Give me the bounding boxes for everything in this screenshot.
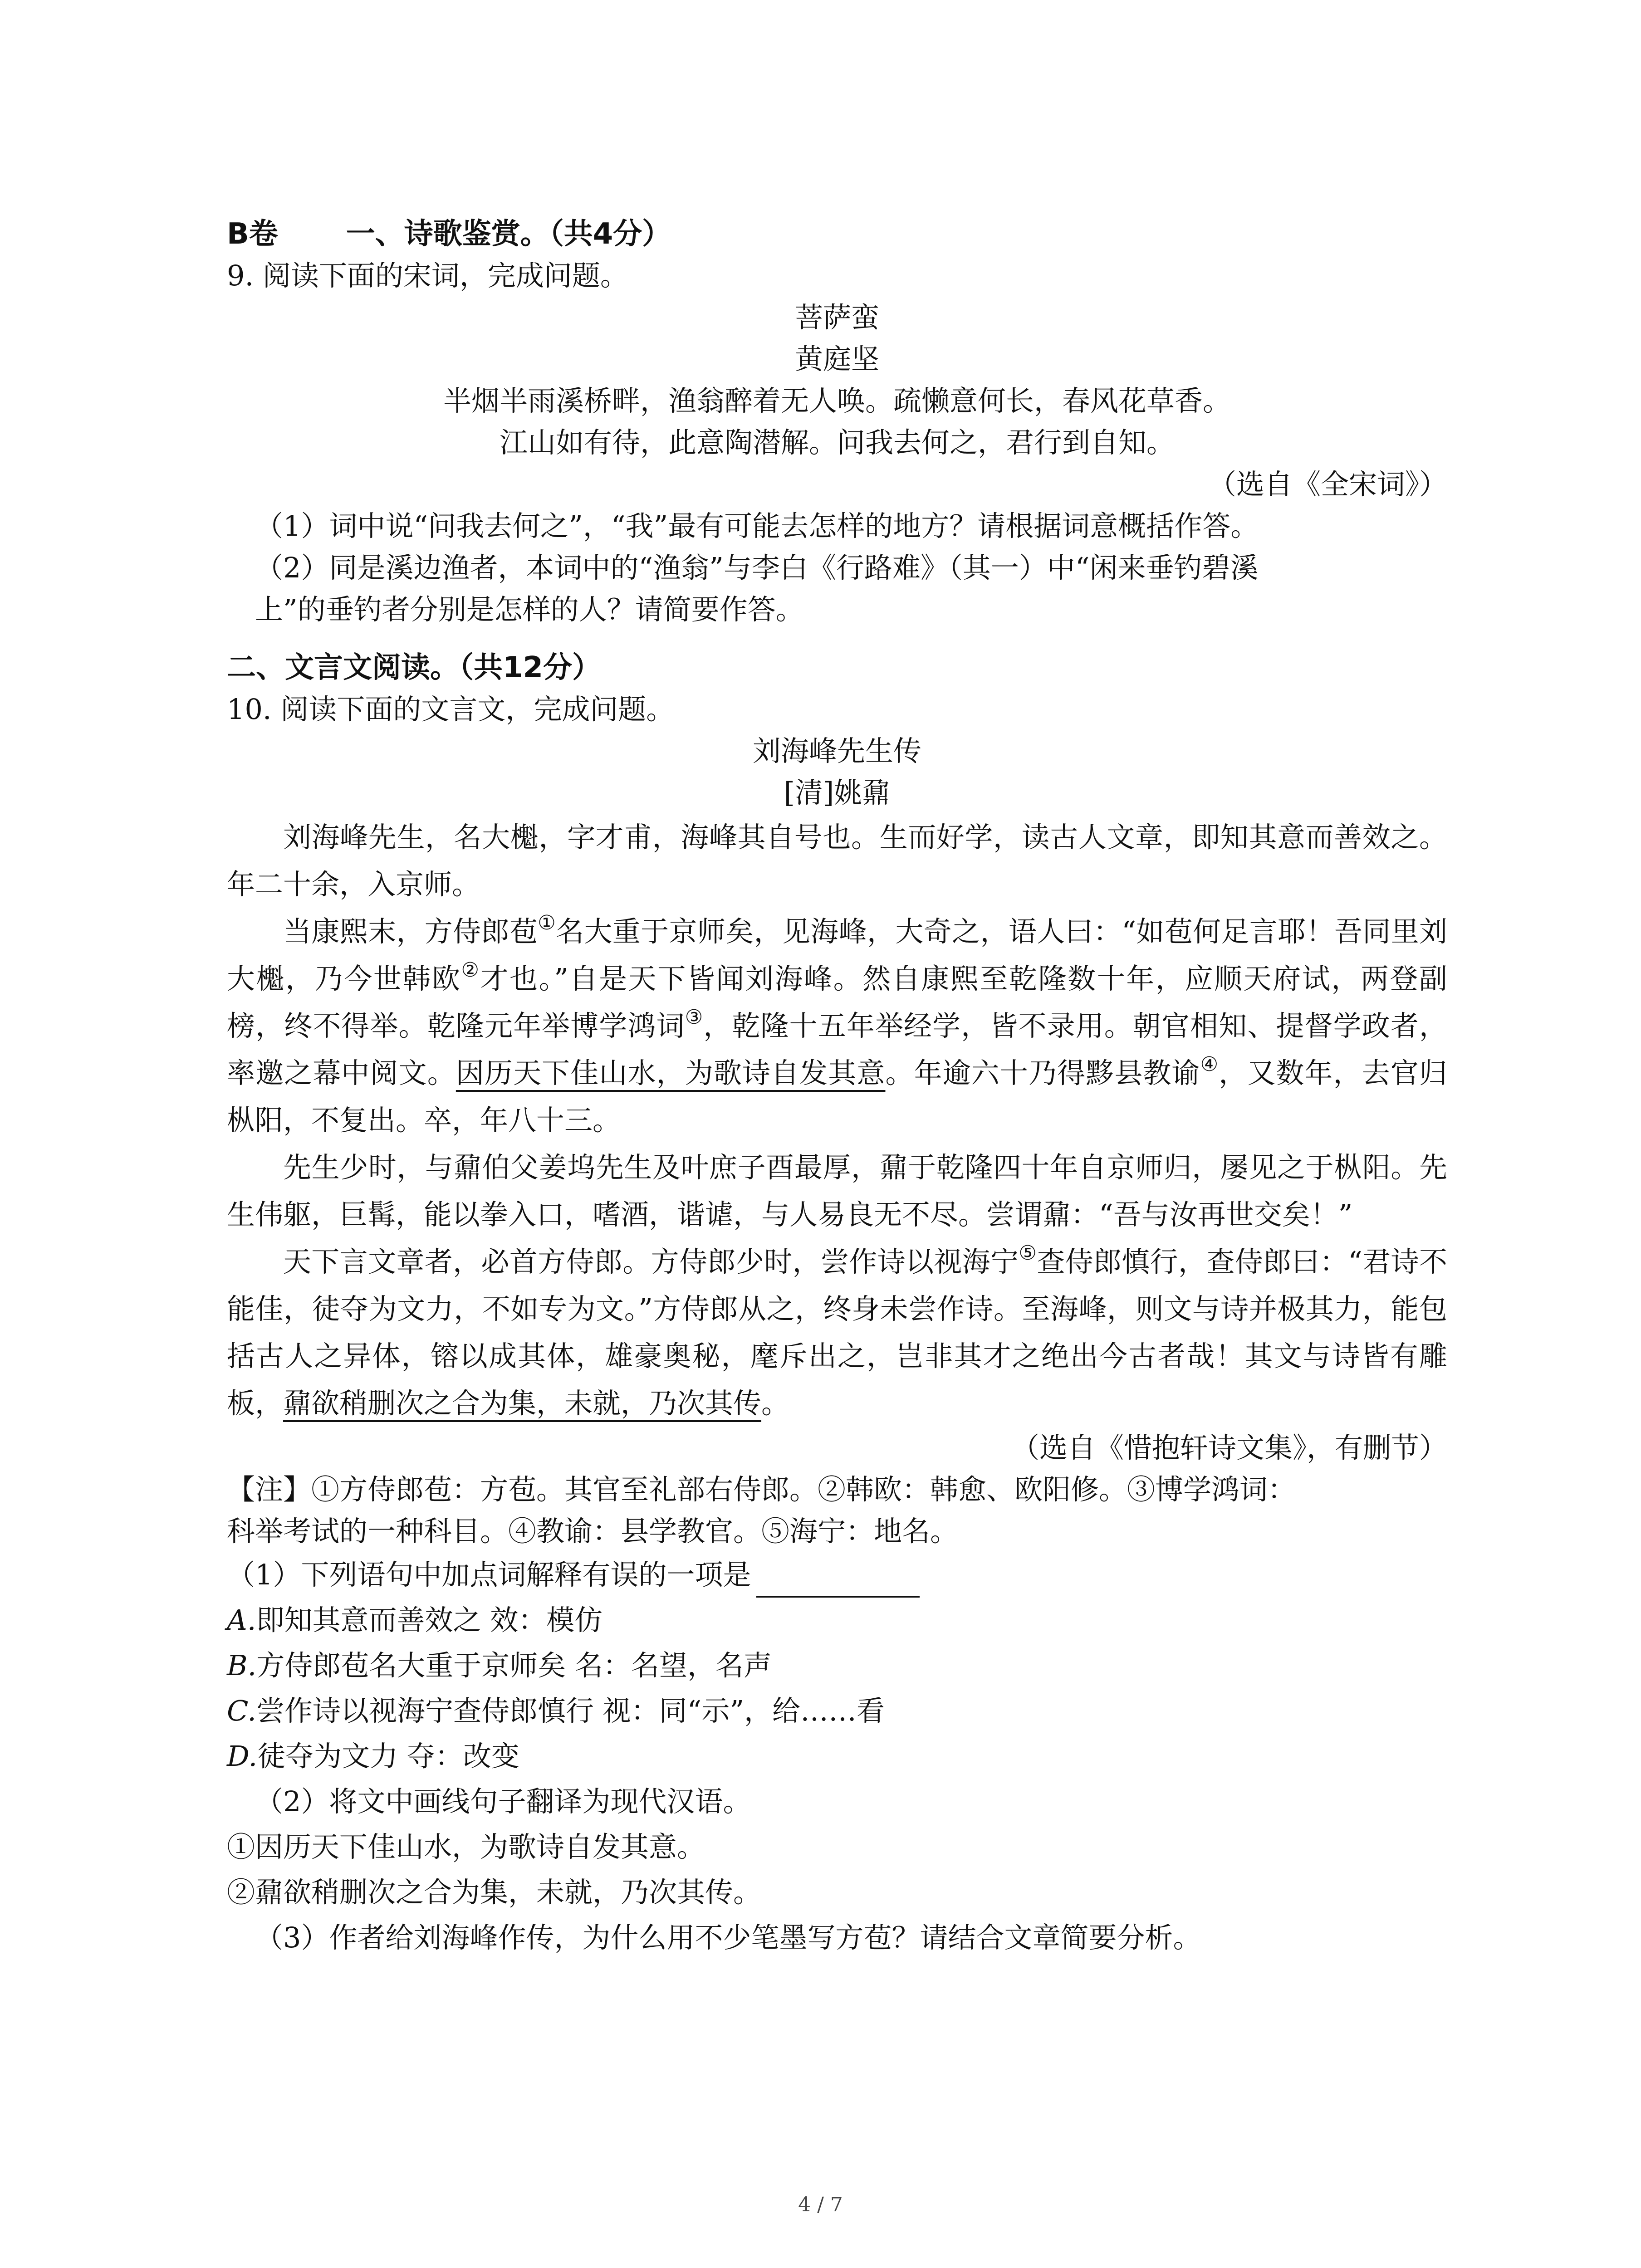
q10-sub-2: （2）将文中画线句子翻译为现代汉语。 (255, 1785, 751, 1818)
p4-text-a: 天下言文章者，必首方侍郎。方侍郎少时，尝作诗以视海宁 (283, 1245, 1019, 1278)
p2-text-d: ，乾隆十五年举经学，皆不录用。朝官相知、提督学政者，率邀之幕中阅文。 (227, 1009, 1447, 1090)
q10-sub-2-item-1: ①因历天下佳山水，为歌诗自发其意。 (227, 1830, 705, 1863)
option-d[interactable] (227, 1734, 1447, 1779)
note-marker-3: ③ (685, 1006, 704, 1029)
passage-paragraph-3: 先生少时，与鼐伯父姜坞先生及叶庶子酉最厚，鼐于乾隆四十年自京师归，屡见之于枞阳。先生伟躯，巨髯，能以拳入口，嗜酒，谐谑，与人易良无不尽。尝谓鼐：“吾与汝再世交矣！” (227, 1151, 1447, 1231)
passage-source: （选自《惜抱轩诗文集》，有删节） (1011, 1431, 1447, 1464)
answer-blank[interactable] (756, 1569, 920, 1598)
option-b-letter: B. (227, 1649, 257, 1682)
p4-text-c: 。 (761, 1387, 790, 1420)
notes-line-2: 科举考试的一种科目。④教谕：县学教官。⑤海宁：地名。 (227, 1515, 959, 1548)
notes-line-1: 【注】①方侍郎苞：方苞。其官至礼部右侍郎。②韩欧：韩愈、欧阳修。③博学鸿词： (227, 1473, 1296, 1506)
note-marker-1: ① (538, 911, 556, 934)
q9-intro: 9. 阅读下面的宋词，完成问题。 (227, 259, 628, 292)
option-b[interactable] (227, 1643, 1447, 1688)
option-a[interactable] (227, 1598, 1447, 1643)
option-a-letter: A. (227, 1603, 256, 1637)
underlined-sentence-2: 鼐欲稍删次之合为集，未就，乃次其传 (283, 1387, 762, 1420)
exam-page (227, 213, 1447, 1960)
q10-sub-3: （3）作者给刘海峰作传，为什么用不少笔墨写方苞？请结合文章简要分析。 (255, 1921, 1201, 1954)
note-marker-5: ⑤ (1019, 1242, 1037, 1265)
poem-title: 菩萨蛮 (794, 301, 879, 334)
poem-line-2: 江山如有待，此意陶潜解。问我去何之，君行到自知。 (499, 426, 1175, 459)
q10-sub-1-text: （1）下列语句中加点词解释有误的一项是 (227, 1558, 751, 1591)
option-d-text: 徒夺为文力 夺：改变 (257, 1740, 519, 1773)
option-b-text: 方侍郎苞名大重于京师矣 名：名望，名声 (256, 1649, 772, 1682)
part-label: B卷 (227, 217, 278, 251)
q10-sub-1 (227, 1552, 1447, 1598)
section-header (227, 213, 1447, 255)
q9-sub-2-line-2: 上”的垂钓者分别是怎样的人？请简要作答。 (255, 593, 804, 626)
p2-text-e: 。年逾六十乃得黟县教谕 (885, 1056, 1200, 1090)
q9-sub-2-line-1: （2）同是溪边渔者，本词中的“渔翁”与李白《行路难》（其一）中“闲来垂钓碧溪 (255, 551, 1259, 584)
option-c-text: 尝作诗以视海宁查侍郎慎行 视：同“示”，给……看 (256, 1694, 885, 1727)
underlined-sentence-1: 因历天下佳山水，为歌诗自发其意 (456, 1056, 886, 1090)
section-1-title: 一、诗歌鉴赏。（共4分） (346, 217, 671, 251)
p2-text-a: 当康熙末，方侍郎苞 (283, 915, 538, 948)
passage-title: 刘海峰先生传 (752, 734, 921, 767)
q10-sub-2-item-2: ②鼐欲稍删次之合为集，未就，乃次其传。 (227, 1876, 762, 1909)
option-c-letter: C. (227, 1694, 256, 1727)
q9-sub-1: （1）词中说“问我去何之”，“我”最有可能去怎样的地方？请根据词意概括作答。 (255, 509, 1259, 543)
option-c[interactable] (227, 1688, 1447, 1734)
passage-paragraph-1: 刘海峰先生，名大櫆，字才甫，海峰其自号也。生而好学，读古人文章，即知其意而善效之。年二十余，入京师。 (227, 821, 1447, 901)
passage-paragraph-2 (227, 908, 1447, 1144)
page-number: 4 / 7 (798, 2193, 843, 2216)
note-marker-2: ② (461, 958, 480, 982)
section-2-title: 二、文言文阅读。（共12分） (227, 651, 602, 684)
p4-text-b: 查侍郎慎行，查侍郎曰：“君诗不能佳，徒夺为文力，不如专为文。”方侍郎从之，终身未尝作诗。至海峰，则文与诗并极其力，能包括古人之异体，镕以成其体，雄豪奥秘，麾斥出之，岂非其才之绝出今古者哉！其文与诗皆有雕板， (227, 1245, 1447, 1420)
option-a-text: 即知其意而善效之 效：模仿 (256, 1603, 603, 1637)
poem-author: 黄庭坚 (794, 342, 879, 376)
poem-source: （选自《全宋词》） (1208, 468, 1447, 501)
p2-text-b: 名大重于京师矣，见海峰，大奇之，语人曰：“如苞何足言耶！吾同里刘大櫆，乃今世韩欧 (227, 915, 1447, 995)
passage-paragraph-4 (227, 1238, 1447, 1427)
p2-text-f: ，又数年，去官归枞阳，不复出。卒，年八十三。 (227, 1056, 1447, 1137)
passage-author: [清]姚鼐 (784, 776, 891, 809)
p2-text-c: 才也。”自是天下皆闻刘海峰。然自康熙至乾隆数十年，应顺天府试，两登副榜，终不得举。乾隆元年举博学鸿词 (227, 962, 1447, 1042)
poem-line-1: 半烟半雨溪桥畔，渔翁醉着无人唤。疏懒意何长，春风花草香。 (443, 384, 1231, 417)
q10-intro: 10. 阅读下面的文言文，完成问题。 (227, 693, 675, 726)
note-marker-4: ④ (1200, 1053, 1219, 1076)
option-d-letter: D. (227, 1740, 258, 1773)
